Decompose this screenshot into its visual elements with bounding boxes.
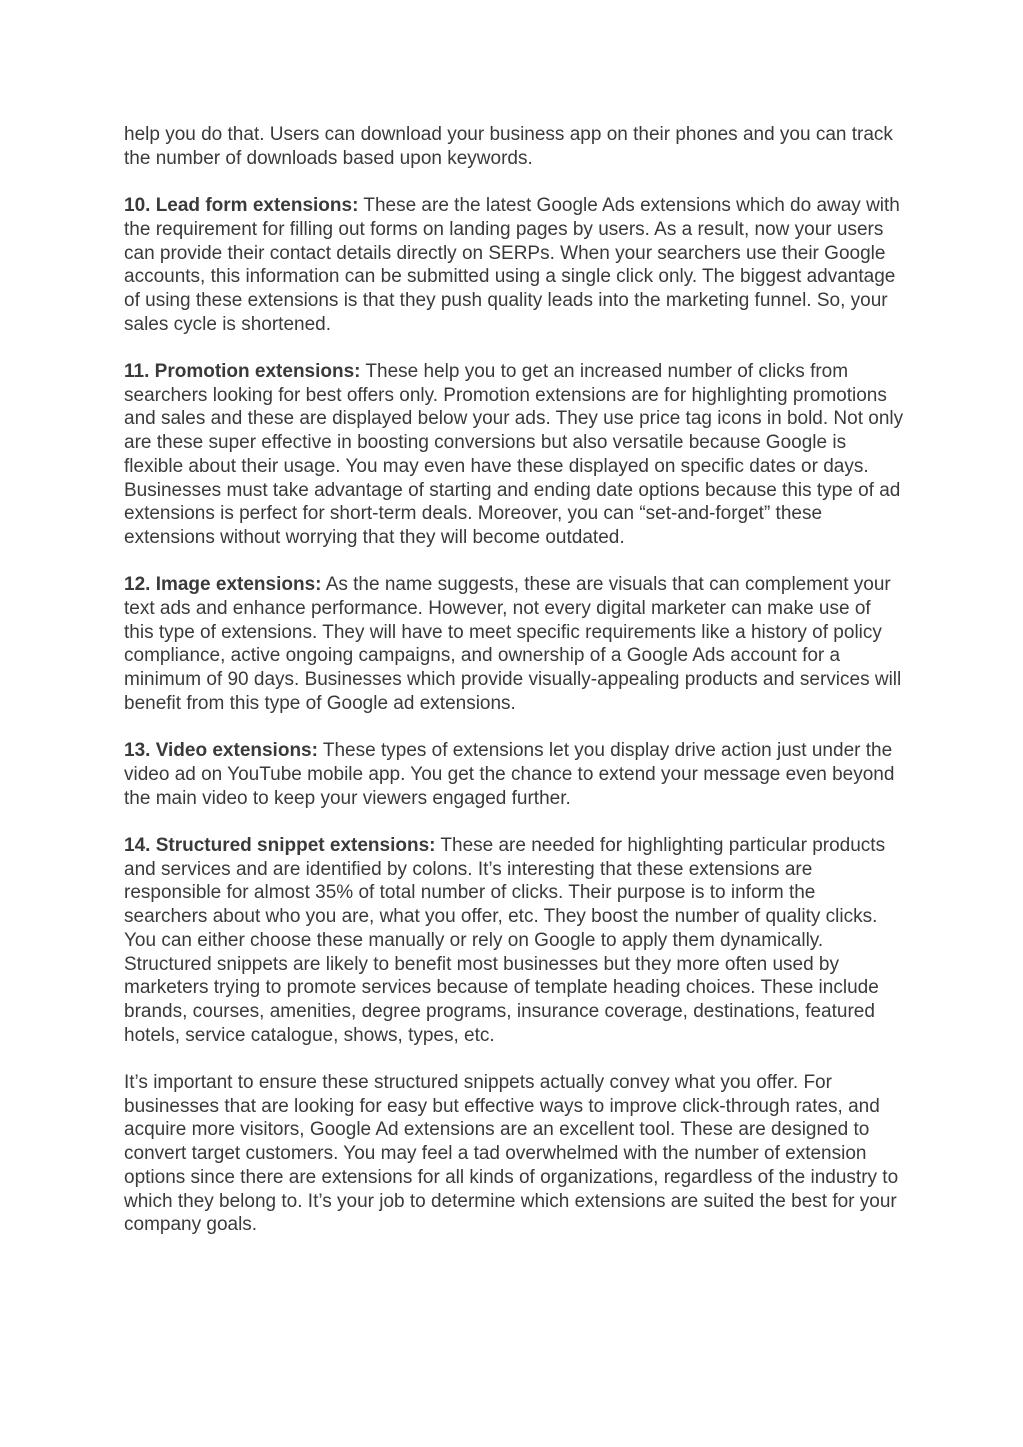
paragraph-conclusion — [124, 1071, 904, 1237]
paragraph-text: These are the latest Google Ads extensions which do away with the requirement for filling out forms on landing pages by users. As a result, now your users can provide their contact details directly on SERPs. When your searchers use their Google accounts, this information can be submitted using a single click only. The biggest advantage of using these extensions is that they push quality leads into the marketing funnel. So, your sales cycle is shortened. — [124, 195, 900, 335]
paragraph-text: These help you to get an increased number of clicks from searchers looking for best offers only. Promotion extensions are for highlighting promotions and sales and these are displayed below your ads. They use price tag icons in bold. Not only are these super effective in boosting conversions but also versatile because Google is flexible about their usage. You may even have these displayed on specific dates or days. Businesses must take advantage of starting and ending date options because this type of ad extensions is perfect for short-term deals. Moreover, you can “set-and-forget” these extensions without worrying that they will become outdated. — [124, 361, 904, 548]
paragraph-intro — [124, 123, 904, 170]
section-heading: 10. Lead form extensions: — [124, 195, 359, 217]
paragraph-lead-form-extensions — [124, 194, 904, 336]
document-page — [124, 123, 904, 1261]
paragraph-text: These types of extensions let you display drive action just under the video ad on YouTube mobile app. You get the chance to extend your message even beyond the main video to keep your viewers engaged further. — [124, 740, 895, 809]
paragraph-text: As the name suggests, these are visuals that can complement your text ads and enhance performance. However, not every digital marketer can make use of this type of extensions. They will have to meet specific requirements like a history of policy compliance, active ongoing campaigns, and ownership of a Google Ads account for a minimum of 90 days. Businesses which provide visually-appealing products and services will benefit from this type of Google ad extensions. — [124, 574, 902, 714]
paragraph-promotion-extensions — [124, 360, 904, 550]
section-heading: 14. Structured snippet extensions: — [124, 835, 436, 857]
paragraph-structured-snippet-extensions — [124, 834, 904, 1047]
section-heading: 11. Promotion extensions: — [124, 361, 361, 382]
paragraph-text: help you do that. Users can download your business app on their phones and you can track the number of downloads based upon keywords. — [124, 124, 893, 169]
paragraph-text: It’s important to ensure these structured snippets actually convey what you offer. For businesses that are looking for easy but effective ways to improve click-through rates, and acquire more visitors, Google Ad extensions are an excellent tool. These are designed to convert target customers. You may feel a tad overwhelmed with the number of extension options since there are extensions for all kinds of organizations, regardless of the industry to which they belong to. It’s your job to determine which extensions are suited the best for your company goals. — [124, 1072, 899, 1236]
paragraph-text: These are needed for highlighting particular products and services and are identified by colons. It’s interesting that these extensions are responsible for almost 35% of total number of clicks. Their purpose is to inform the searchers about who you are, what you offer, etc. They boost the number of quality clicks. You can either choose these manually or rely on Google to apply them dynamically. Structured snippets are likely to benefit most businesses but they more often used by marketers trying to promote services because of template heading choices. These include brands, courses, amenities, degree programs, insurance coverage, destinations, featured hotels, service catalogue, shows, types, etc. — [124, 835, 886, 1046]
paragraph-image-extensions — [124, 573, 904, 715]
paragraph-video-extensions — [124, 739, 904, 810]
section-heading: 13. Video extensions: — [124, 740, 318, 762]
section-heading: 12. Image extensions: — [124, 574, 322, 596]
